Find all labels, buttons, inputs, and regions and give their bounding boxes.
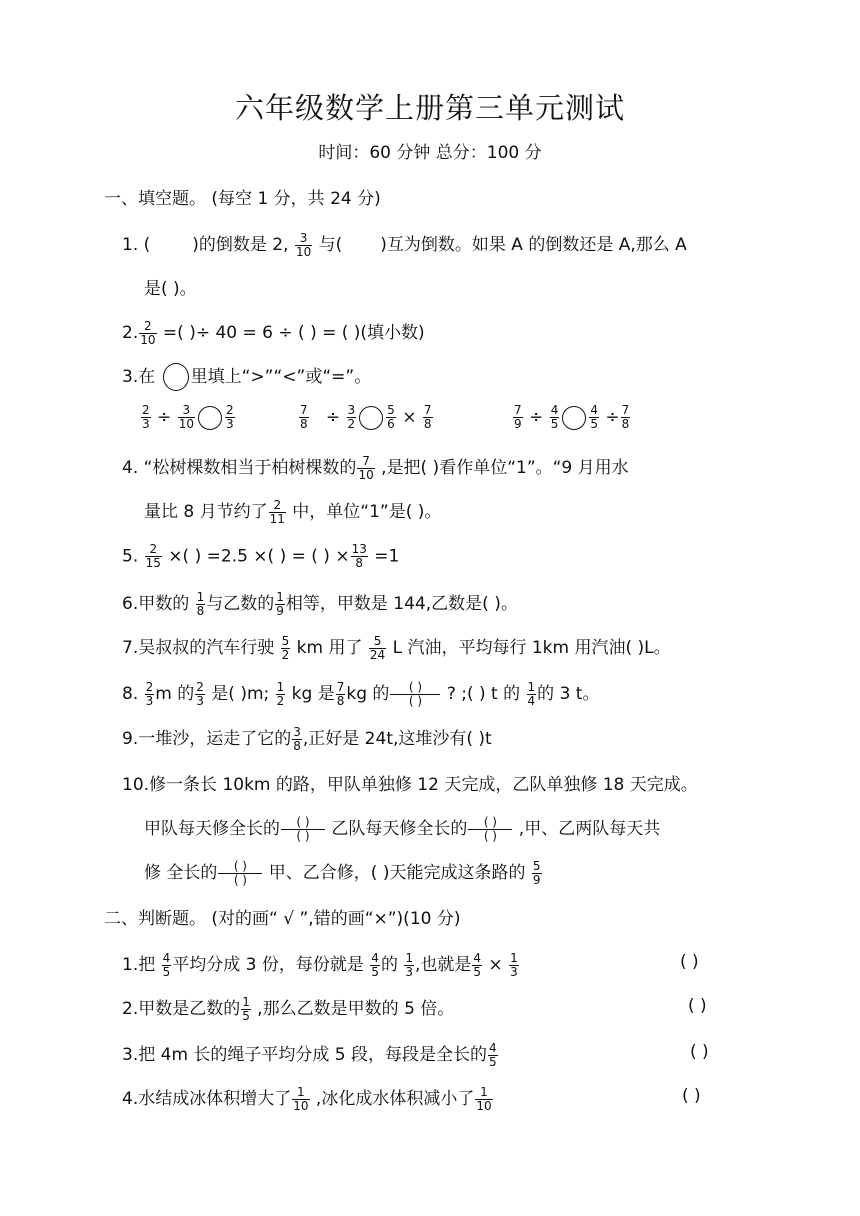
compare-circle[interactable] [198, 406, 222, 430]
question-6: 6.甲数的 $\frac{1}{8}$ 与乙数的 $\frac{1}{9}$ 相等，甲数是 144,乙数是( )。 [122, 589, 518, 618]
section-1-heading: 一、填空题。 (每空 1 分，共 24 分) [104, 189, 381, 209]
judge-3: 3.把 4m 长的绳子平均分成 5 段，每段是全长的 $\frac{4}{5}$ [122, 1040, 497, 1069]
question-1: 1. ( )的倒数是 2, $\frac{3}{10}$ 与( )互为倒数。如果 A 的倒数还是 A,那么 A [122, 230, 687, 259]
answer-box-3[interactable]: ( ) [690, 1042, 709, 1062]
compare-circle[interactable] [562, 406, 586, 430]
answer-box-1[interactable]: ( ) [680, 952, 699, 972]
judge-2: 2.甲数是乙数的 $\frac{1}{5}$ ,那么乙数是甲数的 5 倍。 [122, 994, 455, 1023]
question-9: 9.一堆沙，运走了它的 $\frac{3}{8}$ ,正好是 24t,这堆沙有( )t [122, 724, 492, 753]
question-4-line2: 量比 8 月节约了 $\frac{2}{11}$ 中，单位“1”是( )。 [144, 497, 442, 526]
circle-icon [163, 363, 189, 391]
question-5: 5. $\frac{2}{15}$ ×( ) =2.5 ×( ) = ( ) × $\frac{13}{8}$ =1 [122, 542, 400, 570]
answer-box-4[interactable]: ( ) [682, 1086, 701, 1106]
judge-1: 1.把 $\frac{4}{5}$ 平均分成 3 份，每份就是 $\frac{4}{5}$ 的 $\frac{1}{3}$ ,也就是 $\frac{4}{5}$ × $\frac{1}{3}$ [122, 950, 518, 979]
answer-box-2[interactable]: ( ) [688, 996, 707, 1016]
question-10-line2: 甲队每天修全长的 $\frac{( )}{( )}$ 乙队每天修全长的 $\frac{( )}{( )}$ ,甲、乙两队每天共 [144, 814, 661, 843]
page-title: 六年级数学上册第三单元测试 [234, 91, 625, 125]
exam-info: 时间：60 分钟 总分：100 分 [318, 143, 542, 163]
question-10: 10.修一条长 10km 的路，甲队单独修 12 天完成，乙队单独修 18 天完成。 [122, 775, 698, 795]
question-10-line3: 修 全长的 $\frac{( )}{( )}$ 甲、乙合修，( )天能完成这条路的 $\frac{5}{9}$ [144, 858, 541, 887]
fraction: $\frac{3}{10}$ [295, 230, 312, 259]
compare-group-3: $\frac{7}{9}$ ÷ $\frac{4}{5}$ $\frac{4}{5}$ ÷ $\frac{7}{8}$ [514, 403, 630, 431]
question-1-line2: 是( )。 [144, 279, 197, 299]
question-3: 3.在 里填上“>”“<”或“=”。 [122, 362, 371, 391]
compare-group-2: $\frac{7}{8}$ ÷ $\frac{3}{2}$ $\frac{5}{6}$ × $\frac{7}{8}$ [300, 403, 432, 431]
section-2-heading: 二、判断题。 (对的画“ √ ”,错的画“×”)(10 分) [104, 909, 461, 929]
question-4: 4. “松树棵数相当于柏树棵数的 $\frac{7}{10}$ ,是把( )看作单位“1”。“9 月用水 [122, 453, 629, 482]
question-7: 7.吴叔叔的汽车行驶 $\frac{5}{2}$ km 用了 $\frac{5}{24}$ L 汽油，平均每行 1km 用汽油( )L。 [122, 633, 671, 662]
question-8: 8. $\frac{2}{3}$ m 的 $\frac{2}{3}$ 是( )m; $\frac{1}{2}$ kg 是 $\frac{7}{8}$ kg 的 $\frac{( )}{( )}$ ? ;( ) t 的 $\frac{1}{4}$ 的 3 t。 [122, 679, 600, 708]
compare-group-1: $\frac{2}{3}$ ÷ $\frac{3}{10}$ $\frac{2}{3}$ [142, 403, 234, 431]
compare-circle[interactable] [359, 406, 383, 430]
question-2: 2. $\frac{2}{10}$ =( )÷ 40 = 6 ÷ ( ) = ( )(填小数) [122, 318, 425, 347]
judge-4: 4.水结成冰体积增大了 $\frac{1}{10}$ ,冰化成水体积减小了 $\frac{1}{10}$ [122, 1084, 492, 1113]
